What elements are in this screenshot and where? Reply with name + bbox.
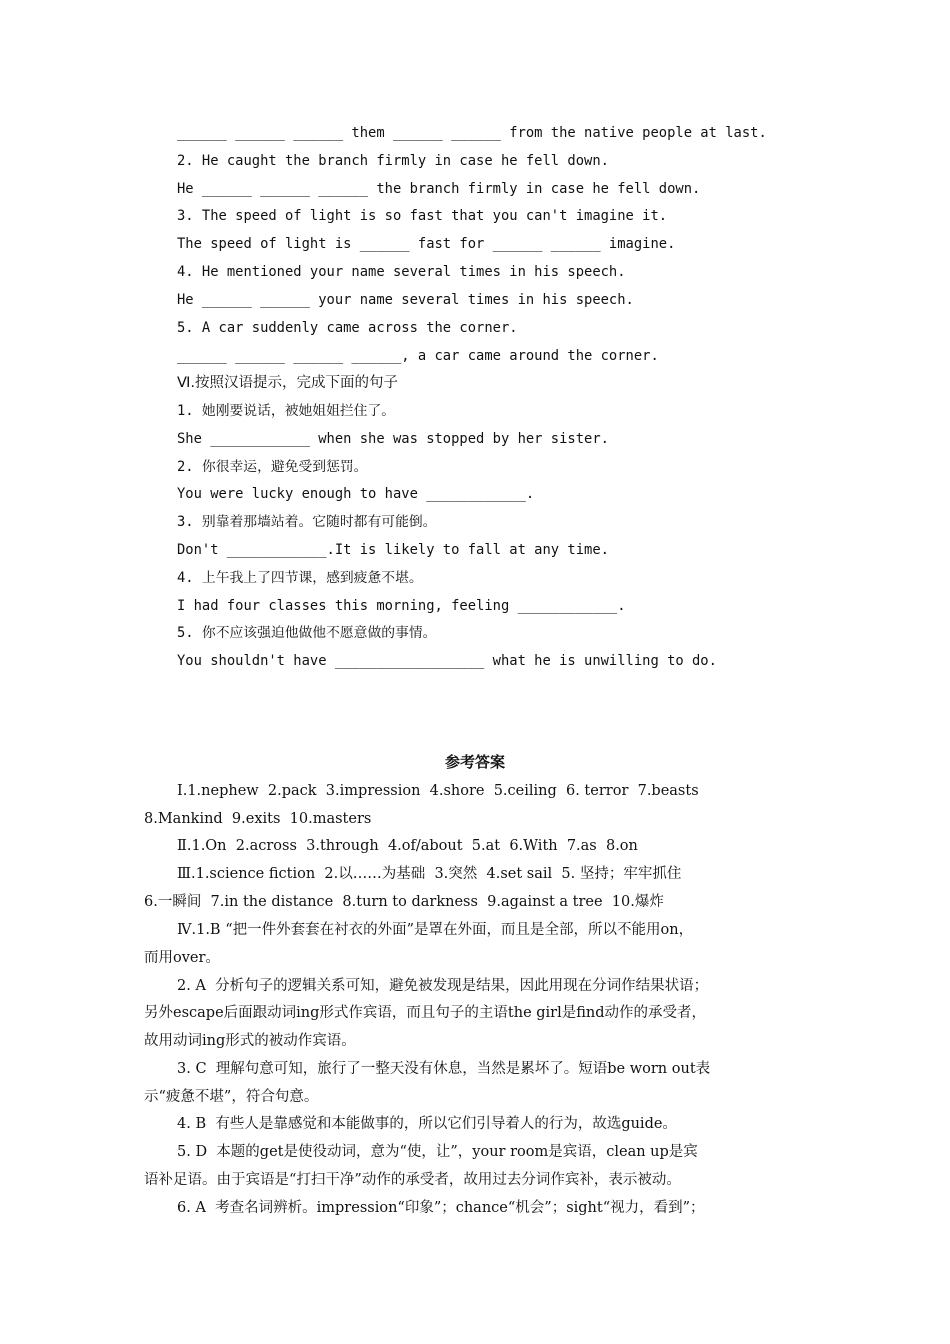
- ex5-line: He ______ ______ ______ the branch firmly in case he fell down.: [177, 181, 701, 197]
- ex5-line: 3. The speed of light is so fast that you can't imagine it.: [177, 208, 668, 224]
- ex5-line: 2. He caught the branch firmly in case he fell down.: [177, 153, 609, 169]
- answer-line: 而用over。: [144, 950, 220, 966]
- answers-title: 参考答案: [444, 753, 505, 771]
- answer-line: 2. A 分析句子的逻辑关系可知，避免被发现是结果，因此用现在分词作结果状语；: [177, 978, 709, 994]
- answer-line: 4. B 有些人是靠感觉和本能做事的，所以它们引导着人的行为，故选guide。: [177, 1116, 677, 1132]
- ex6-line: She ____________ when she was stopped by her sister.: [177, 431, 609, 447]
- ex5-line: 4. He mentioned your name several times in his speech.: [177, 264, 626, 280]
- answer-line: Ⅰ.1.nephew 2.pack 3.impression 4.shore 5.ceiling 6. terror 7.beasts: [177, 783, 699, 799]
- ex6-line: 3. 别靠着那墙站着。它随时都有可能倒。: [177, 514, 437, 530]
- answer-line: Ⅱ.1.On 2.across 3.through 4.of/about 5.at 6.With 7.as 8.on: [177, 838, 638, 854]
- answer-line: 示“疲惫不堪”，符合句意。: [144, 1089, 319, 1105]
- ex6-line: You shouldn't have __________________ what he is unwilling to do.: [177, 653, 717, 669]
- answer-line: Ⅳ.1.B “把一件外套套在衬衣的外面”是罩在外面，而且是全部，所以不能用on，: [177, 922, 694, 938]
- ex5-line: The speed of light is ______ fast for ______ ______ imagine.: [177, 236, 676, 252]
- answer-line: 故用动词ing形式的被动作宾语。: [144, 1033, 356, 1049]
- answer-line: 8.Mankind 9.exits 10.masters: [144, 811, 372, 827]
- answer-line: 6.一瞬间 7.in the distance 8.turn to darkness 9.against a tree 10.爆炸: [144, 894, 664, 910]
- ex6-line: 4. 上午我上了四节课，感到疲惫不堪。: [177, 570, 423, 586]
- ex5-line: ______ ______ ______ ______, a car came around the corner.: [177, 348, 659, 364]
- ex5-line: He ______ ______ your name several times in his speech.: [177, 292, 634, 308]
- answer-line: 3. C 理解句意可知，旅行了一整天没有休息，当然是累坏了。短语be worn out表: [177, 1061, 711, 1077]
- answer-line: Ⅲ.1.science fiction 2.以……为基础 3.突然 4.set sail 5. 坚持；牢牢抓住: [177, 866, 682, 882]
- ex6-heading: Ⅵ.按照汉语提示，完成下面的句子: [177, 375, 398, 391]
- ex6-line: I had four classes this morning, feeling ____________.: [177, 598, 626, 614]
- ex5-line: ______ ______ ______ them ______ ______ from the native people at last.: [177, 125, 767, 141]
- ex6-line: 5. 你不应该强迫他做他不愿意做的事情。: [177, 625, 437, 641]
- ex6-line: 2. 你很幸运，避免受到惩罚。: [177, 459, 368, 475]
- answer-line: 5. D 本题的get是使役动词，意为“使，让”，your room是宾语，clean up是宾: [177, 1144, 698, 1160]
- answer-line: 6. A 考查名词辨析。impression“印象”；chance“机会”；sight“视力，看到”；: [177, 1200, 705, 1216]
- ex6-line: 1. 她刚要说话，被她姐姐拦住了。: [177, 403, 396, 419]
- ex6-line: Don't ____________.It is likely to fall at any time.: [177, 542, 609, 558]
- answer-line: 另外escape后面跟动词ing形式作宾语，而且句子的主语the girl是find动作的承受者，: [144, 1005, 707, 1021]
- ex5-line: 5. A car suddenly came across the corner.: [177, 320, 518, 336]
- ex6-line: You were lucky enough to have ____________.: [177, 486, 535, 502]
- answer-line: 语补足语。由于宾语是“打扫干净”动作的承受者，故用过去分词作宾补，表示被动。: [144, 1172, 681, 1188]
